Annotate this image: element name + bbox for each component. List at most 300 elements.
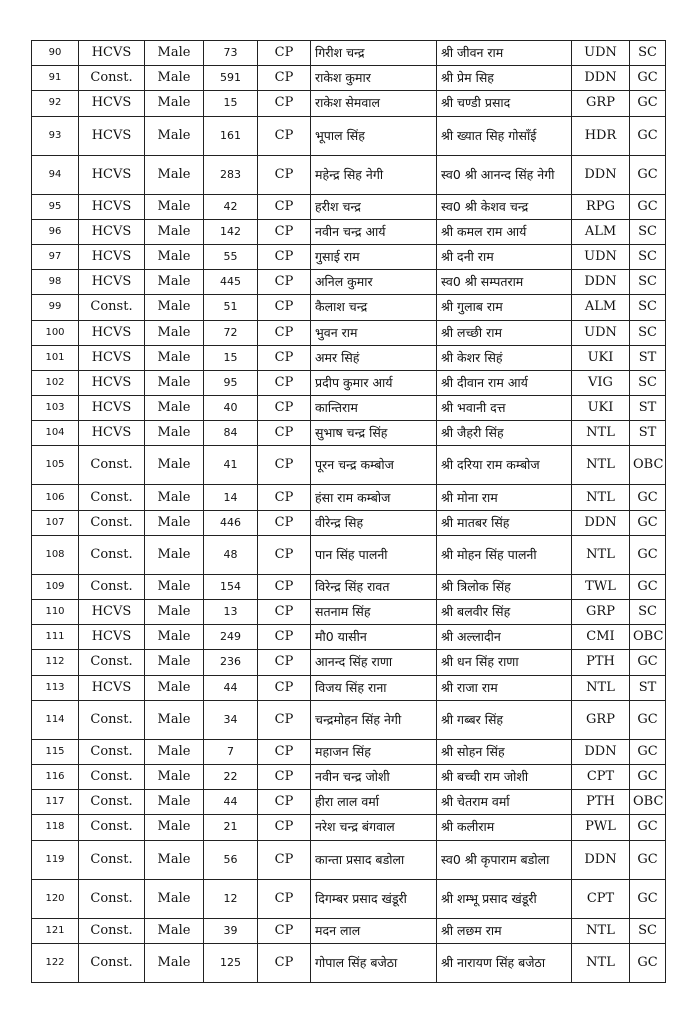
table-row [32, 485, 666, 510]
gender-cell: Male [145, 510, 204, 535]
father-name-cell: श्री भवानी दत्त [437, 396, 572, 421]
badge-number-cell: 48 [204, 535, 258, 574]
type-cell: CP [258, 510, 311, 535]
district-cell: GRP [572, 600, 630, 625]
father-name-cell: श्री त्रिलोक सिंह [437, 574, 572, 599]
rank-cell: HCVS [79, 345, 145, 370]
district-cell: DDN [572, 510, 630, 535]
table-row [32, 421, 666, 446]
table-row [32, 815, 666, 840]
type-cell: CP [258, 66, 311, 91]
category-cell: OBC [630, 446, 666, 485]
category-cell: OBC [630, 790, 666, 815]
gender-cell: Male [145, 790, 204, 815]
table-row [32, 66, 666, 91]
name-cell: गुसाई राम [311, 244, 437, 269]
rank-cell: HCVS [79, 675, 145, 700]
name-cell: नवीन चन्द्र जोशी [311, 764, 437, 789]
district-cell: NTL [572, 421, 630, 446]
type-cell: CP [258, 244, 311, 269]
category-cell: GC [630, 700, 666, 739]
serial-number-cell: 104 [32, 421, 79, 446]
district-cell: ALM [572, 219, 630, 244]
type-cell: CP [258, 320, 311, 345]
serial-number-cell: 90 [32, 41, 79, 66]
table-row [32, 650, 666, 675]
serial-number-cell: 94 [32, 155, 79, 194]
category-cell: GC [630, 840, 666, 879]
badge-number-cell: 22 [204, 764, 258, 789]
serial-number-cell: 93 [32, 116, 79, 155]
table-row [32, 625, 666, 650]
rank-cell: Const. [79, 764, 145, 789]
name-cell: विजय सिंह राना [311, 675, 437, 700]
gender-cell: Male [145, 815, 204, 840]
badge-number-cell: 44 [204, 675, 258, 700]
gender-cell: Male [145, 194, 204, 219]
serial-number-cell: 114 [32, 700, 79, 739]
name-cell: दिगम्बर प्रसाद खंडूरी [311, 879, 437, 918]
type-cell: CP [258, 700, 311, 739]
name-cell: पूरन चन्द्र कम्बोज [311, 446, 437, 485]
district-cell: DDN [572, 270, 630, 295]
district-cell: DDN [572, 739, 630, 764]
category-cell: GC [630, 91, 666, 116]
gender-cell: Male [145, 840, 204, 879]
table-row [32, 295, 666, 320]
father-name-cell: श्री गब्बर सिंह [437, 700, 572, 739]
rank-cell: Const. [79, 739, 145, 764]
father-name-cell: श्री मोना राम [437, 485, 572, 510]
badge-number-cell: 125 [204, 943, 258, 982]
district-cell: CPT [572, 764, 630, 789]
rank-cell: HCVS [79, 421, 145, 446]
serial-number-cell: 103 [32, 396, 79, 421]
father-name-cell: श्री राजा राम [437, 675, 572, 700]
type-cell: CP [258, 446, 311, 485]
personnel-list-sheet [31, 40, 665, 983]
table-row [32, 574, 666, 599]
name-cell: चन्द्रमोहन सिंह नेगी [311, 700, 437, 739]
serial-number-cell: 108 [32, 535, 79, 574]
name-cell: भूपाल सिंह [311, 116, 437, 155]
rank-cell: HCVS [79, 320, 145, 345]
table-row [32, 270, 666, 295]
table-row [32, 675, 666, 700]
name-cell: गिरीश चन्द्र [311, 41, 437, 66]
type-cell: CP [258, 600, 311, 625]
father-name-cell: श्री जैहरी सिंह [437, 421, 572, 446]
table-row [32, 320, 666, 345]
category-cell: GC [630, 485, 666, 510]
gender-cell: Male [145, 295, 204, 320]
rank-cell: Const. [79, 446, 145, 485]
gender-cell: Male [145, 574, 204, 599]
category-cell: GC [630, 879, 666, 918]
badge-number-cell: 39 [204, 918, 258, 943]
type-cell: CP [258, 943, 311, 982]
name-cell: महाजन सिंह [311, 739, 437, 764]
rank-cell: HCVS [79, 219, 145, 244]
category-cell: SC [630, 219, 666, 244]
serial-number-cell: 115 [32, 739, 79, 764]
category-cell: SC [630, 918, 666, 943]
rank-cell: Const. [79, 650, 145, 675]
father-name-cell: श्री दनी राम [437, 244, 572, 269]
name-cell: वीरेन्द्र सिह [311, 510, 437, 535]
district-cell: CPT [572, 879, 630, 918]
district-cell: NTL [572, 446, 630, 485]
badge-number-cell: 154 [204, 574, 258, 599]
badge-number-cell: 15 [204, 91, 258, 116]
table-row [32, 219, 666, 244]
category-cell: GC [630, 155, 666, 194]
type-cell: CP [258, 155, 311, 194]
district-cell: TWL [572, 574, 630, 599]
district-cell: GRP [572, 700, 630, 739]
gender-cell: Male [145, 116, 204, 155]
gender-cell: Male [145, 66, 204, 91]
serial-number-cell: 101 [32, 345, 79, 370]
badge-number-cell: 41 [204, 446, 258, 485]
table-row [32, 370, 666, 395]
category-cell: ST [630, 396, 666, 421]
father-name-cell: स्व0 श्री कृपाराम बडोला [437, 840, 572, 879]
table-row [32, 155, 666, 194]
district-cell: NTL [572, 943, 630, 982]
serial-number-cell: 112 [32, 650, 79, 675]
gender-cell: Male [145, 485, 204, 510]
district-cell: UDN [572, 244, 630, 269]
table-row [32, 600, 666, 625]
table-row [32, 790, 666, 815]
type-cell: CP [258, 879, 311, 918]
category-cell: SC [630, 370, 666, 395]
serial-number-cell: 119 [32, 840, 79, 879]
rank-cell: Const. [79, 840, 145, 879]
badge-number-cell: 44 [204, 790, 258, 815]
father-name-cell: श्री सोहन सिंह [437, 739, 572, 764]
gender-cell: Male [145, 625, 204, 650]
gender-cell: Male [145, 41, 204, 66]
badge-number-cell: 14 [204, 485, 258, 510]
name-cell: प्रदीप कुमार आर्य [311, 370, 437, 395]
name-cell: मदन लाल [311, 918, 437, 943]
badge-number-cell: 72 [204, 320, 258, 345]
rank-cell: HCVS [79, 625, 145, 650]
serial-number-cell: 121 [32, 918, 79, 943]
gender-cell: Male [145, 739, 204, 764]
gender-cell: Male [145, 943, 204, 982]
type-cell: CP [258, 41, 311, 66]
category-cell: GC [630, 510, 666, 535]
father-name-cell: श्री जीवन राम [437, 41, 572, 66]
category-cell: GC [630, 943, 666, 982]
category-cell: ST [630, 345, 666, 370]
rank-cell: Const. [79, 918, 145, 943]
type-cell: CP [258, 421, 311, 446]
gender-cell: Male [145, 600, 204, 625]
category-cell: SC [630, 295, 666, 320]
rank-cell: Const. [79, 295, 145, 320]
rank-cell: Const. [79, 815, 145, 840]
badge-number-cell: 446 [204, 510, 258, 535]
name-cell: विरेन्द्र सिंह रावत [311, 574, 437, 599]
gender-cell: Male [145, 675, 204, 700]
gender-cell: Male [145, 421, 204, 446]
category-cell: GC [630, 194, 666, 219]
badge-number-cell: 161 [204, 116, 258, 155]
rank-cell: Const. [79, 700, 145, 739]
father-name-cell: श्री चण्डी प्रसाद [437, 91, 572, 116]
gender-cell: Male [145, 918, 204, 943]
district-cell: DDN [572, 155, 630, 194]
father-name-cell: श्री गुलाब राम [437, 295, 572, 320]
type-cell: CP [258, 194, 311, 219]
rank-cell: HCVS [79, 244, 145, 269]
badge-number-cell: 7 [204, 739, 258, 764]
district-cell: PWL [572, 815, 630, 840]
serial-number-cell: 105 [32, 446, 79, 485]
type-cell: CP [258, 535, 311, 574]
gender-cell: Male [145, 650, 204, 675]
type-cell: CP [258, 650, 311, 675]
table-row [32, 510, 666, 535]
type-cell: CP [258, 270, 311, 295]
name-cell: भुवन राम [311, 320, 437, 345]
rank-cell: Const. [79, 943, 145, 982]
table-row [32, 879, 666, 918]
badge-number-cell: 40 [204, 396, 258, 421]
name-cell: राकेश कुमार [311, 66, 437, 91]
district-cell: CMI [572, 625, 630, 650]
table-row [32, 943, 666, 982]
name-cell: कान्तिराम [311, 396, 437, 421]
rank-cell: Const. [79, 510, 145, 535]
rank-cell: HCVS [79, 600, 145, 625]
father-name-cell: श्री कलीराम [437, 815, 572, 840]
serial-number-cell: 92 [32, 91, 79, 116]
district-cell: VIG [572, 370, 630, 395]
rank-cell: Const. [79, 879, 145, 918]
rank-cell: Const. [79, 485, 145, 510]
rank-cell: Const. [79, 574, 145, 599]
rank-cell: Const. [79, 535, 145, 574]
father-name-cell: श्री शम्भू प्रसाद खंडूरी [437, 879, 572, 918]
badge-number-cell: 236 [204, 650, 258, 675]
type-cell: CP [258, 764, 311, 789]
serial-number-cell: 106 [32, 485, 79, 510]
district-cell: NTL [572, 485, 630, 510]
district-cell: DDN [572, 840, 630, 879]
table-row [32, 396, 666, 421]
type-cell: CP [258, 918, 311, 943]
gender-cell: Male [145, 370, 204, 395]
district-cell: UDN [572, 41, 630, 66]
table-row [32, 116, 666, 155]
father-name-cell: श्री चेतराम वर्मा [437, 790, 572, 815]
category-cell: SC [630, 244, 666, 269]
father-name-cell: श्री लछम राम [437, 918, 572, 943]
rank-cell: HCVS [79, 41, 145, 66]
type-cell: CP [258, 815, 311, 840]
name-cell: कान्ता प्रसाद बडोला [311, 840, 437, 879]
name-cell: मौ0 यासीन [311, 625, 437, 650]
father-name-cell: श्री दरिया राम कम्बोज [437, 446, 572, 485]
name-cell: हंसा राम कम्बोज [311, 485, 437, 510]
serial-number-cell: 118 [32, 815, 79, 840]
rank-cell: Const. [79, 66, 145, 91]
badge-number-cell: 34 [204, 700, 258, 739]
table-row [32, 446, 666, 485]
category-cell: SC [630, 270, 666, 295]
badge-number-cell: 84 [204, 421, 258, 446]
badge-number-cell: 15 [204, 345, 258, 370]
district-cell: PTH [572, 650, 630, 675]
gender-cell: Male [145, 396, 204, 421]
district-cell: ALM [572, 295, 630, 320]
badge-number-cell: 42 [204, 194, 258, 219]
type-cell: CP [258, 574, 311, 599]
serial-number-cell: 116 [32, 764, 79, 789]
district-cell: NTL [572, 918, 630, 943]
badge-number-cell: 12 [204, 879, 258, 918]
serial-number-cell: 111 [32, 625, 79, 650]
gender-cell: Male [145, 219, 204, 244]
badge-number-cell: 249 [204, 625, 258, 650]
table-row [32, 535, 666, 574]
father-name-cell: श्री मातबर सिंह [437, 510, 572, 535]
category-cell: GC [630, 66, 666, 91]
rank-cell: HCVS [79, 396, 145, 421]
gender-cell: Male [145, 764, 204, 789]
name-cell: अमर सिहं [311, 345, 437, 370]
badge-number-cell: 21 [204, 815, 258, 840]
serial-number-cell: 113 [32, 675, 79, 700]
category-cell: GC [630, 764, 666, 789]
serial-number-cell: 95 [32, 194, 79, 219]
gender-cell: Male [145, 700, 204, 739]
type-cell: CP [258, 219, 311, 244]
badge-number-cell: 142 [204, 219, 258, 244]
serial-number-cell: 96 [32, 219, 79, 244]
father-name-cell: स्व0 श्री सम्पतराम [437, 270, 572, 295]
father-name-cell: श्री बच्ची राम जोशी [437, 764, 572, 789]
category-cell: OBC [630, 625, 666, 650]
table-row [32, 918, 666, 943]
serial-number-cell: 102 [32, 370, 79, 395]
table-row [32, 194, 666, 219]
name-cell: सुभाष चन्द्र सिंह [311, 421, 437, 446]
district-cell: GRP [572, 91, 630, 116]
gender-cell: Male [145, 270, 204, 295]
category-cell: SC [630, 41, 666, 66]
father-name-cell: स्व0 श्री आनन्द सिंह नेगी [437, 155, 572, 194]
category-cell: SC [630, 320, 666, 345]
district-cell: HDR [572, 116, 630, 155]
type-cell: CP [258, 345, 311, 370]
name-cell: आनन्द सिंह राणा [311, 650, 437, 675]
gender-cell: Male [145, 879, 204, 918]
name-cell: हरीश चन्द्र [311, 194, 437, 219]
gender-cell: Male [145, 244, 204, 269]
rank-cell: Const. [79, 790, 145, 815]
district-cell: PTH [572, 790, 630, 815]
gender-cell: Male [145, 320, 204, 345]
badge-number-cell: 283 [204, 155, 258, 194]
type-cell: CP [258, 739, 311, 764]
serial-number-cell: 120 [32, 879, 79, 918]
table-row [32, 700, 666, 739]
type-cell: CP [258, 625, 311, 650]
father-name-cell: श्री केशर सिहं [437, 345, 572, 370]
category-cell: GC [630, 574, 666, 599]
rank-cell: HCVS [79, 270, 145, 295]
father-name-cell: श्री मोहन सिंह पालनी [437, 535, 572, 574]
table-row [32, 91, 666, 116]
type-cell: CP [258, 91, 311, 116]
badge-number-cell: 445 [204, 270, 258, 295]
table-row [32, 764, 666, 789]
category-cell: GC [630, 535, 666, 574]
category-cell: GC [630, 739, 666, 764]
father-name-cell: स्व0 श्री केशव चन्द्र [437, 194, 572, 219]
personnel-table-body [32, 41, 666, 983]
gender-cell: Male [145, 345, 204, 370]
father-name-cell: श्री अल्लादीन [437, 625, 572, 650]
type-cell: CP [258, 396, 311, 421]
table-row [32, 41, 666, 66]
serial-number-cell: 110 [32, 600, 79, 625]
type-cell: CP [258, 116, 311, 155]
name-cell: नरेश चन्द्र बंगवाल [311, 815, 437, 840]
serial-number-cell: 117 [32, 790, 79, 815]
category-cell: ST [630, 675, 666, 700]
father-name-cell: श्री लच्छी राम [437, 320, 572, 345]
father-name-cell: श्री बलवीर सिंह [437, 600, 572, 625]
district-cell: RPG [572, 194, 630, 219]
badge-number-cell: 591 [204, 66, 258, 91]
gender-cell: Male [145, 91, 204, 116]
category-cell: GC [630, 650, 666, 675]
rank-cell: HCVS [79, 194, 145, 219]
district-cell: UKI [572, 396, 630, 421]
district-cell: DDN [572, 66, 630, 91]
table-row [32, 345, 666, 370]
type-cell: CP [258, 790, 311, 815]
gender-cell: Male [145, 155, 204, 194]
table-row [32, 244, 666, 269]
type-cell: CP [258, 485, 311, 510]
name-cell: महेन्द्र सिह नेगी [311, 155, 437, 194]
father-name-cell: श्री दीवान राम आर्य [437, 370, 572, 395]
type-cell: CP [258, 295, 311, 320]
badge-number-cell: 73 [204, 41, 258, 66]
type-cell: CP [258, 370, 311, 395]
district-cell: NTL [572, 535, 630, 574]
serial-number-cell: 122 [32, 943, 79, 982]
rank-cell: HCVS [79, 155, 145, 194]
category-cell: GC [630, 815, 666, 840]
badge-number-cell: 56 [204, 840, 258, 879]
gender-cell: Male [145, 535, 204, 574]
father-name-cell: श्री धन सिंह राणा [437, 650, 572, 675]
badge-number-cell: 55 [204, 244, 258, 269]
serial-number-cell: 97 [32, 244, 79, 269]
district-cell: NTL [572, 675, 630, 700]
father-name-cell: श्री ख्यात सिह गोसाँई [437, 116, 572, 155]
badge-number-cell: 51 [204, 295, 258, 320]
